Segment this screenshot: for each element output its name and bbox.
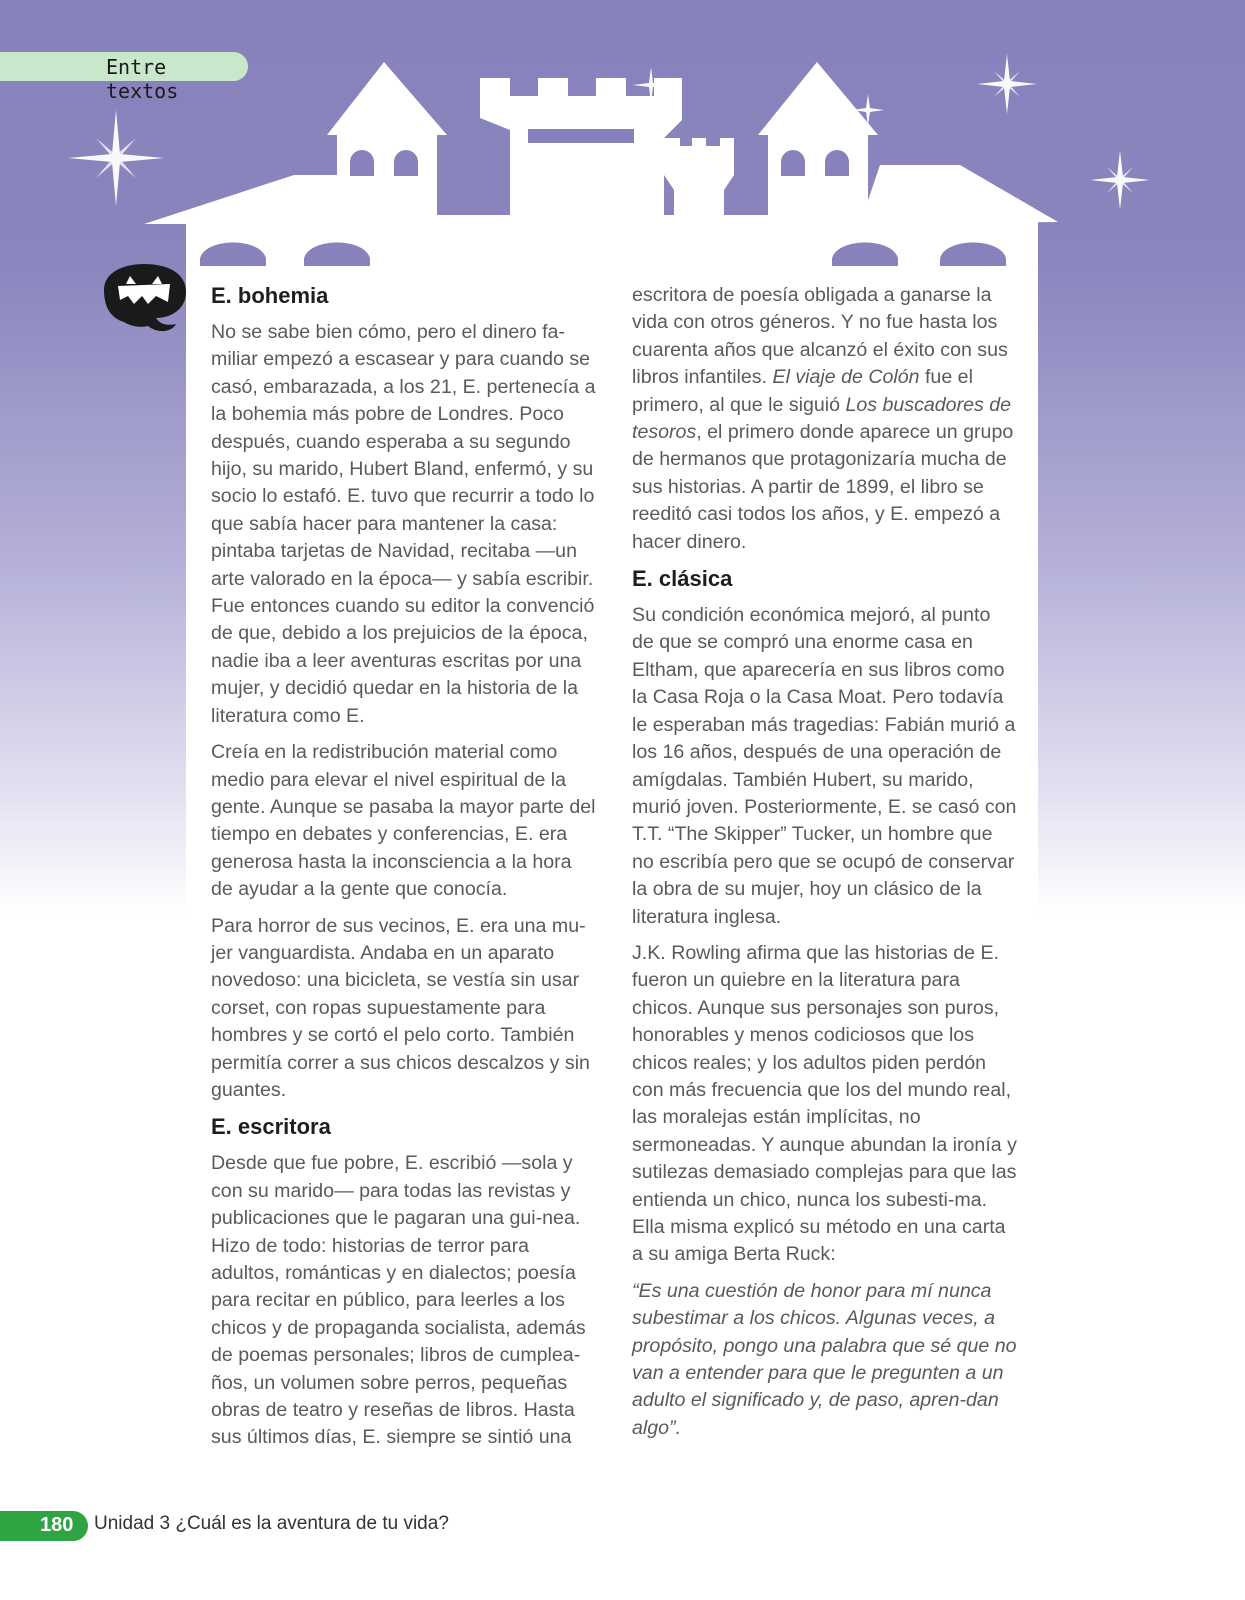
paragraph: Creía en la redistribución material como medio para elevar el nivel espiritual de la gente. Aunque se pasaba la mayor parte del tiempo en debates y conferencias, E. era generosa hasta la inconsciencia a la hora de ayudar a la gente que conocía. <box>211 741 596 901</box>
section-heading: E. bohemia <box>211 283 329 308</box>
paragraph: No se sabe bien cómo, pero el dinero fa- miliar empezó a escasear y para cuando se casó, embarazada, a los 21, E. pertenecía a la bohemia más pobre de Londres. Poco después, cuando esperaba a su segundo hijo, su marido, Hubert Bland, enfermó, y su socio lo estafó. E. tuvo que recurrir a todo lo que sabía hacer para mantener la casa: pintaba tarjetas de Navidad, recitaba —un arte valorado en la época— y sabía escribir. Fue entonces cuando su editor la convenció de que, debido a los prejuicios de la época, nadie iba a leer aventuras escritas por una mujer, y decidió quedar en la historia de la literatura como E. <box>211 321 596 727</box>
article-column-left <box>211 282 596 1461</box>
section-heading: E. escritora <box>211 1114 331 1140</box>
paragraph: Para horror de sus vecinos, E. era una mu-jer vanguardista. Andaba en un aparato novedoso: una bicicleta, se vestía sin usar corset, con ropas supuestamente para hombres y se cortó el pelo corto. También permitía correr a sus chicos descalzos y sin guantes. <box>211 914 590 1101</box>
sparkle-icon <box>1090 150 1150 210</box>
unit-title: Unidad 3 ¿Cuál es la aventura de tu vida? <box>94 1513 449 1534</box>
page-number-badge <box>0 1511 88 1541</box>
quote: “Es una cuestión de honor para mí nunca subestimar a los chicos. Algunas veces, a propósito, pongo una palabra que sé que no van a entender para que le pregunten a un adulto el significado y, de paso, apren-dan algo”. <box>632 1279 1017 1439</box>
section-tab <box>0 52 248 103</box>
book-title: Los buscadores de tesoros <box>632 393 1012 444</box>
paragraph: escritora de poesía obligada a ganarse la vida con otros géneros. Y no fue hasta los cuarenta años que alcanzó el éxito con sus libros infantiles. El viaje de Colón fue el primero, al que le siguió Los buscadores de tesoros, el primero donde aparece un grupo de hermanos que protagonizaría mucha de sus historias. A partir de 1899, el libro se reeditó casi todos los años, y E. empezó a hacer dinero. <box>632 284 1014 553</box>
article-column-right <box>632 282 1017 1451</box>
paragraph: J.K. Rowling afirma que las historias de E. fueron un quiebre en la literatura para chicos. Aunque sus personajes son puros, honorables y menos codiciosos que los chicos reales; y los adultos piden perdón con más frecuencia que los del mundo real, las moralejas están implícitas, no sermoneadas. Y aunque abundan la ironía y sutilezas demasiado complejas para que las entienda un chico, nunca los subesti-ma. Ella misma explicó su método en una carta a su amiga Berta Ruck: <box>632 941 1017 1266</box>
sparkle-icon <box>977 54 1037 114</box>
ghost-mask-icon <box>96 262 192 336</box>
section-heading: E. clásica <box>632 566 733 592</box>
page-number: 180 <box>40 1514 74 1536</box>
section-tab-label: Entre textos <box>106 55 179 103</box>
paragraph: Su condición económica mejoró, al punto de que se compró una enorme casa en Eltham, que aparecería en sus libros como la Casa Roja o la Casa Moat. Pero todavía le esperaban más tragedias: Fabián murió a los 16 años, después de una operación de amígdalas. También Hubert, su marido, murió joven. Posteriormente, E. se casó con T.T. “The Skipper” Tucker, un hombre que no escribía pero que se ocupó de conservar la obra de su mujer, hoy un clásico de la literatura inglesa. <box>632 604 1017 928</box>
sparkle-icon <box>68 110 164 206</box>
book-title: El viaje de Colón <box>772 366 920 389</box>
paragraph: Desde que fue pobre, E. escribió —sola y con su marido— para todas las revistas y publicaciones que le pagaran una gui-nea. Hizo de todo: historias de terror para adultos, románticas y en dialectos; poesía para recitar en público, para leerles a los chicos y de propaganda socialista, además de poemas personales; libros de cumplea-ños, un volumen sobre perros, pequeñas obras de teatro y reseñas de libros. Hasta sus últimos días, E. siempre se sintió una <box>211 1152 586 1449</box>
